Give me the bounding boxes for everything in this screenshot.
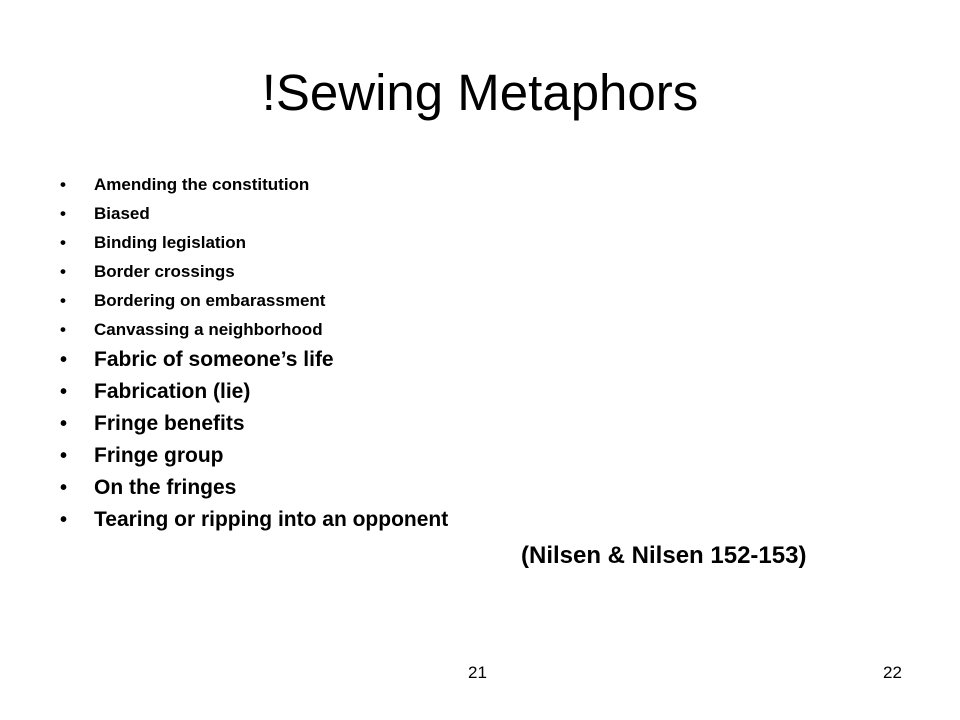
list-item [58, 199, 448, 228]
list-item [58, 286, 448, 315]
bullet-icon: • [60, 509, 68, 531]
list-item-text: Border crossings [94, 262, 235, 281]
bullet-icon: • [60, 349, 68, 371]
slide-title: !Sewing Metaphors [261, 64, 699, 121]
list-item-text: Fabric of someone’s life [94, 348, 334, 371]
list-item [58, 257, 448, 286]
bullet-icon: • [60, 175, 66, 194]
bullet-list [58, 170, 448, 536]
list-item [58, 376, 448, 408]
list-item-text: Biased [94, 204, 150, 223]
list-item-text: On the fringes [94, 476, 237, 499]
bullet-icon: • [60, 445, 68, 467]
citation: (Nilsen & Nilsen 152-153) [521, 542, 807, 569]
list-item-text: Fringe group [94, 444, 224, 467]
list-item-text: Canvassing a neighborhood [94, 320, 323, 339]
list-item [58, 228, 448, 257]
slide-number-right: 22 [883, 663, 902, 682]
list-item [58, 408, 448, 440]
list-item-text: Amending the constitution [94, 175, 310, 194]
list-item-text: Binding legislation [94, 233, 247, 252]
list-item [58, 504, 448, 536]
bullet-icon: • [60, 233, 66, 252]
bullet-icon: • [60, 477, 68, 499]
bullet-icon: • [60, 381, 68, 403]
bullet-icon: • [60, 291, 66, 310]
list-item-text: Fabrication (lie) [94, 380, 251, 403]
slide-number-left: 21 [468, 663, 487, 682]
bullet-icon: • [60, 262, 66, 281]
list-item [58, 472, 448, 504]
list-item-text: Tearing or ripping into an opponent [94, 508, 449, 531]
bullet-icon: • [60, 413, 68, 435]
list-item [58, 440, 448, 472]
bullet-icon: • [60, 204, 66, 223]
list-item [58, 315, 448, 344]
list-item [58, 170, 448, 199]
list-item-text: Bordering on embarassment [94, 291, 326, 310]
list-item-text: Fringe benefits [94, 412, 245, 435]
bullet-icon: • [60, 320, 66, 339]
list-item [58, 344, 448, 376]
